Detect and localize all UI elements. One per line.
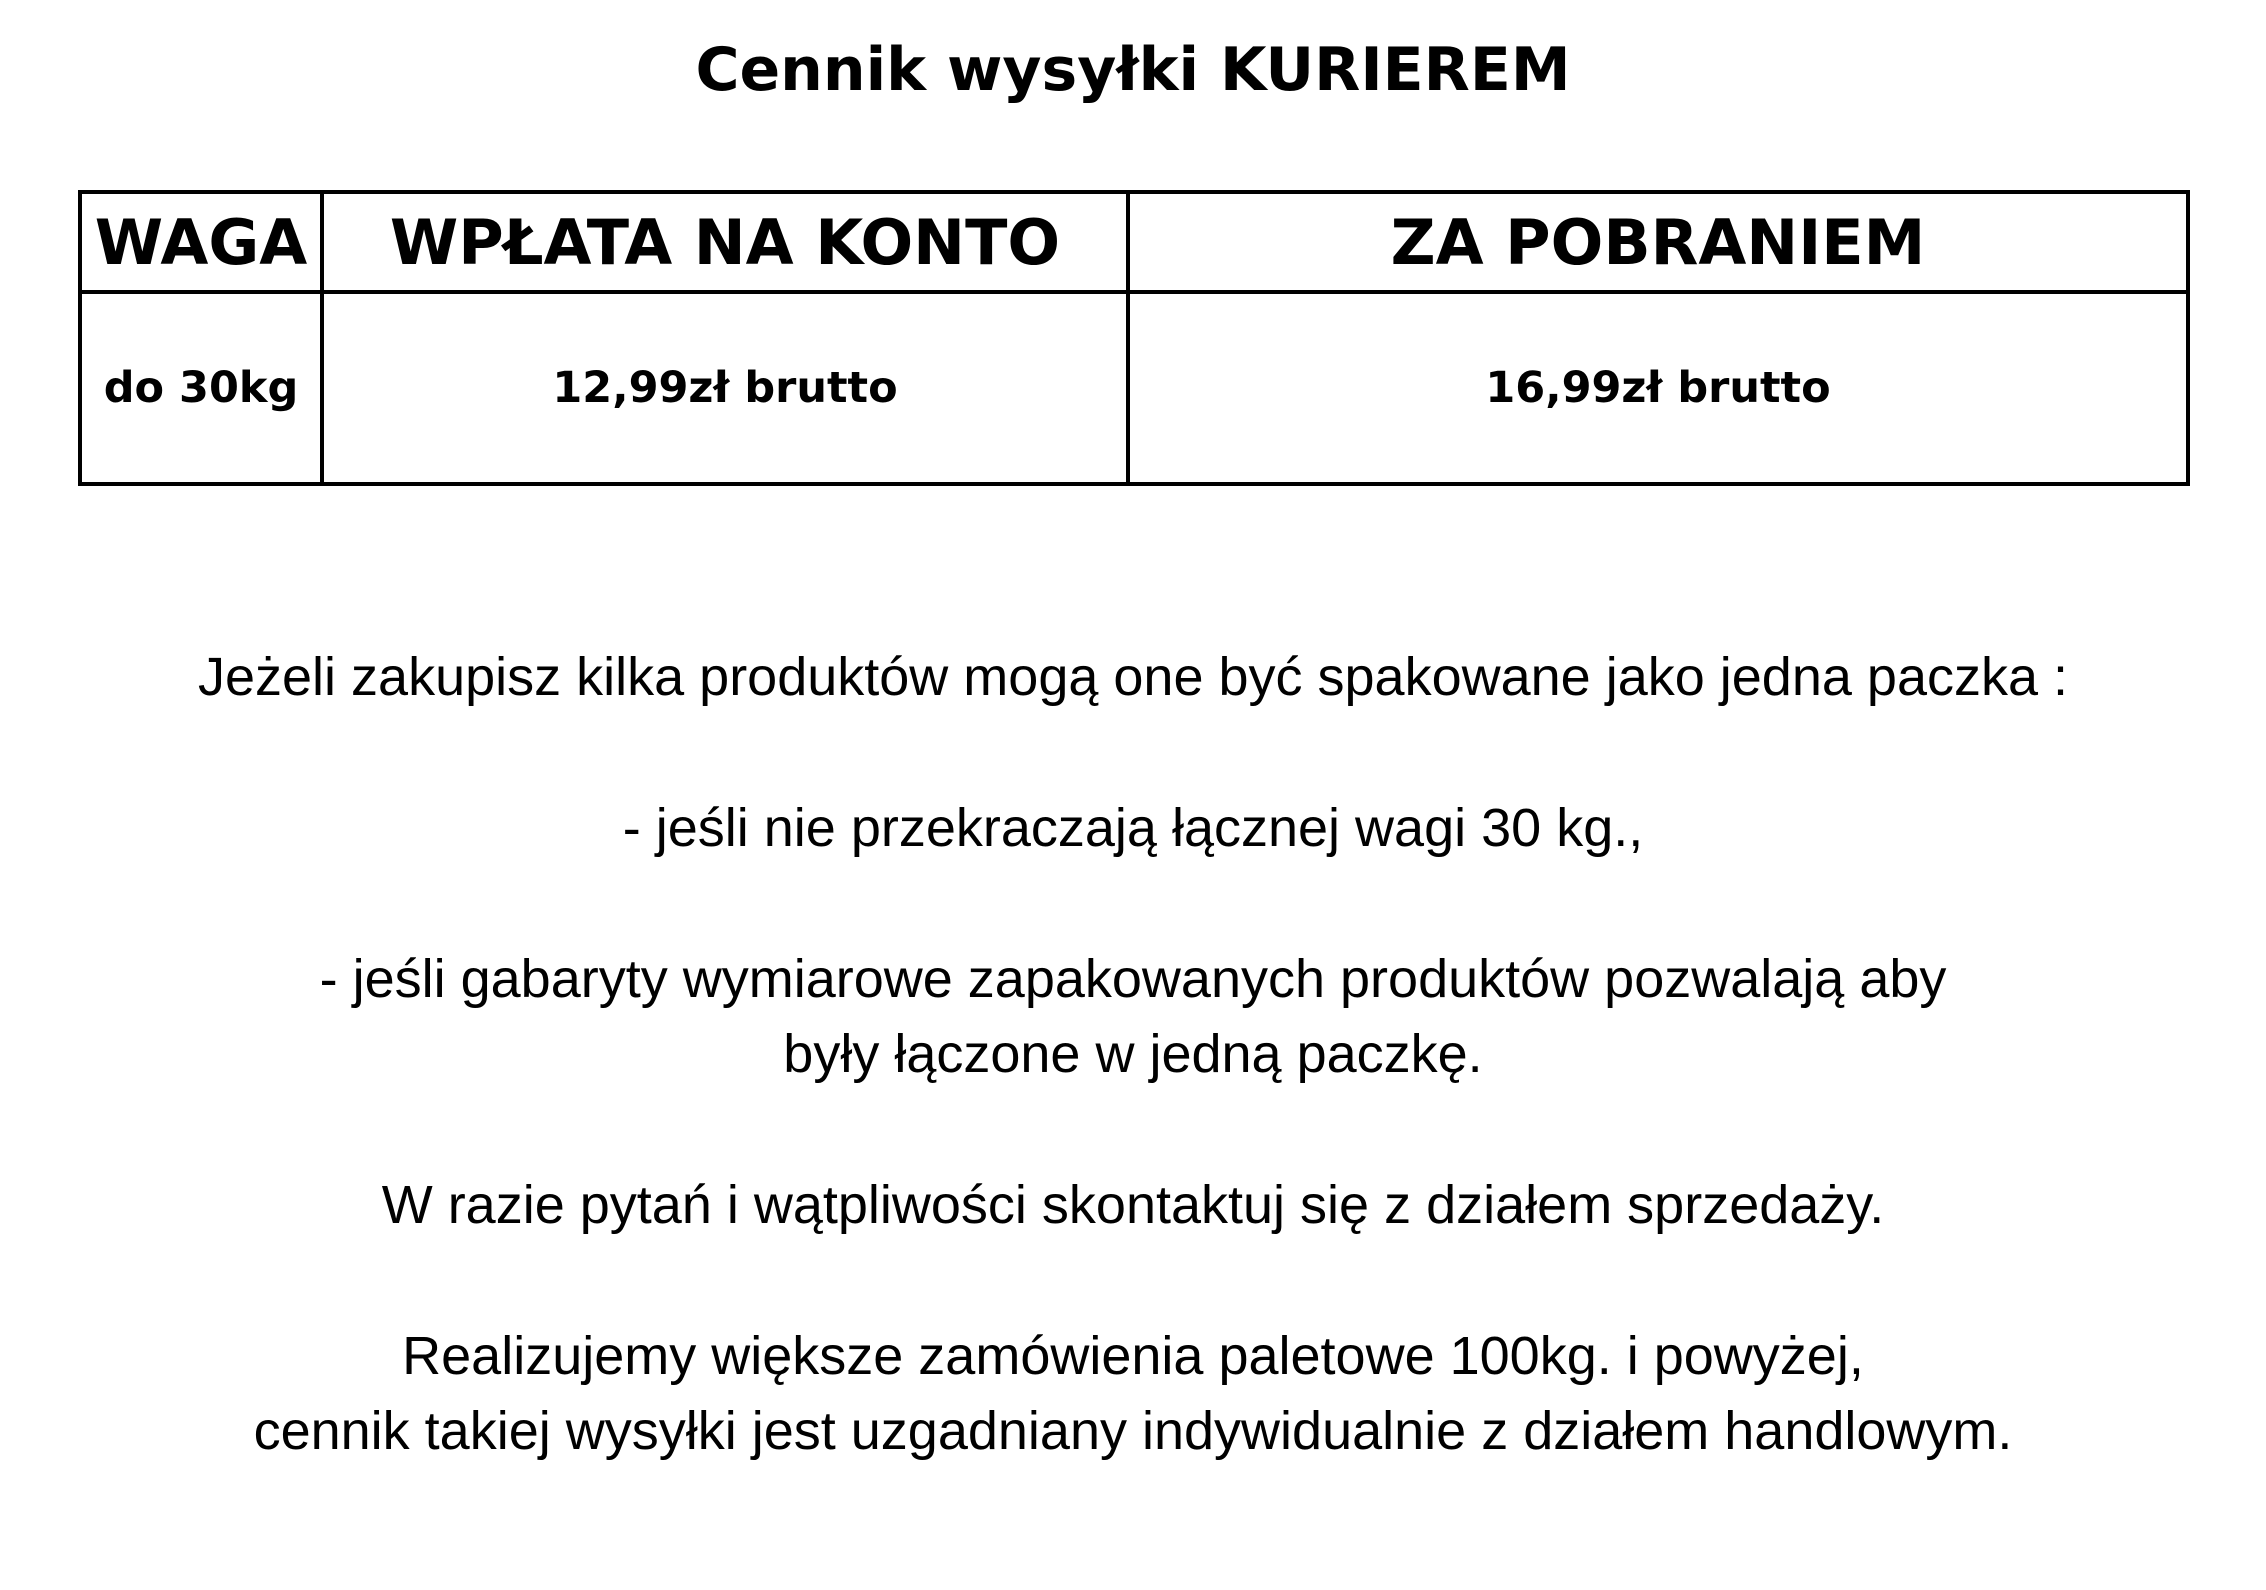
table-header-row bbox=[80, 192, 2188, 292]
notes-pallet-line-2: cennik takiej wysyłki jest uzgadniany indywidualnie z działem handlowym. bbox=[253, 1401, 2013, 1461]
table-row bbox=[80, 292, 2188, 484]
spacer bbox=[0, 1092, 2266, 1168]
header-bank-transfer: WPŁATA NA KONTO bbox=[322, 192, 1128, 292]
spacer bbox=[0, 1243, 2266, 1319]
notes-contact: W razie pytań i wątpliwości skontaktuj się z działem sprzedaży. bbox=[381, 1175, 1885, 1235]
cell-cash-on-delivery-price: 16,99zł brutto bbox=[1128, 292, 2188, 484]
spacer bbox=[0, 866, 2266, 942]
notes-pallet-line-1: Realizujemy większe zamówienia paletowe 100kg. i powyżej, bbox=[402, 1326, 1864, 1386]
header-weight: WAGA bbox=[80, 192, 322, 292]
notes-condition-dimensions-line-2: były łączone w jedną paczkę. bbox=[783, 1024, 1483, 1084]
notes-intro: Jeżeli zakupisz kilka produktów mogą one być spakowane jako jedna paczka : bbox=[197, 647, 2069, 707]
notes-condition-dimensions-line-1: - jeśli gabaryty wymiarowe zapakowanych produktów pozwalają aby bbox=[319, 949, 1947, 1009]
page-title: Cennik wysyłki KURIEREM bbox=[695, 35, 1571, 105]
cell-bank-transfer-price: 12,99zł brutto bbox=[322, 292, 1128, 484]
shipping-price-table bbox=[78, 190, 2190, 486]
shipping-notes bbox=[0, 640, 2266, 1469]
spacer bbox=[0, 715, 2266, 791]
header-cash-on-delivery: ZA POBRANIEM bbox=[1128, 192, 2188, 292]
notes-condition-weight: - jeśli nie przekraczają łącznej wagi 30 kg., bbox=[622, 798, 1644, 858]
cell-weight: do 30kg bbox=[80, 292, 322, 484]
